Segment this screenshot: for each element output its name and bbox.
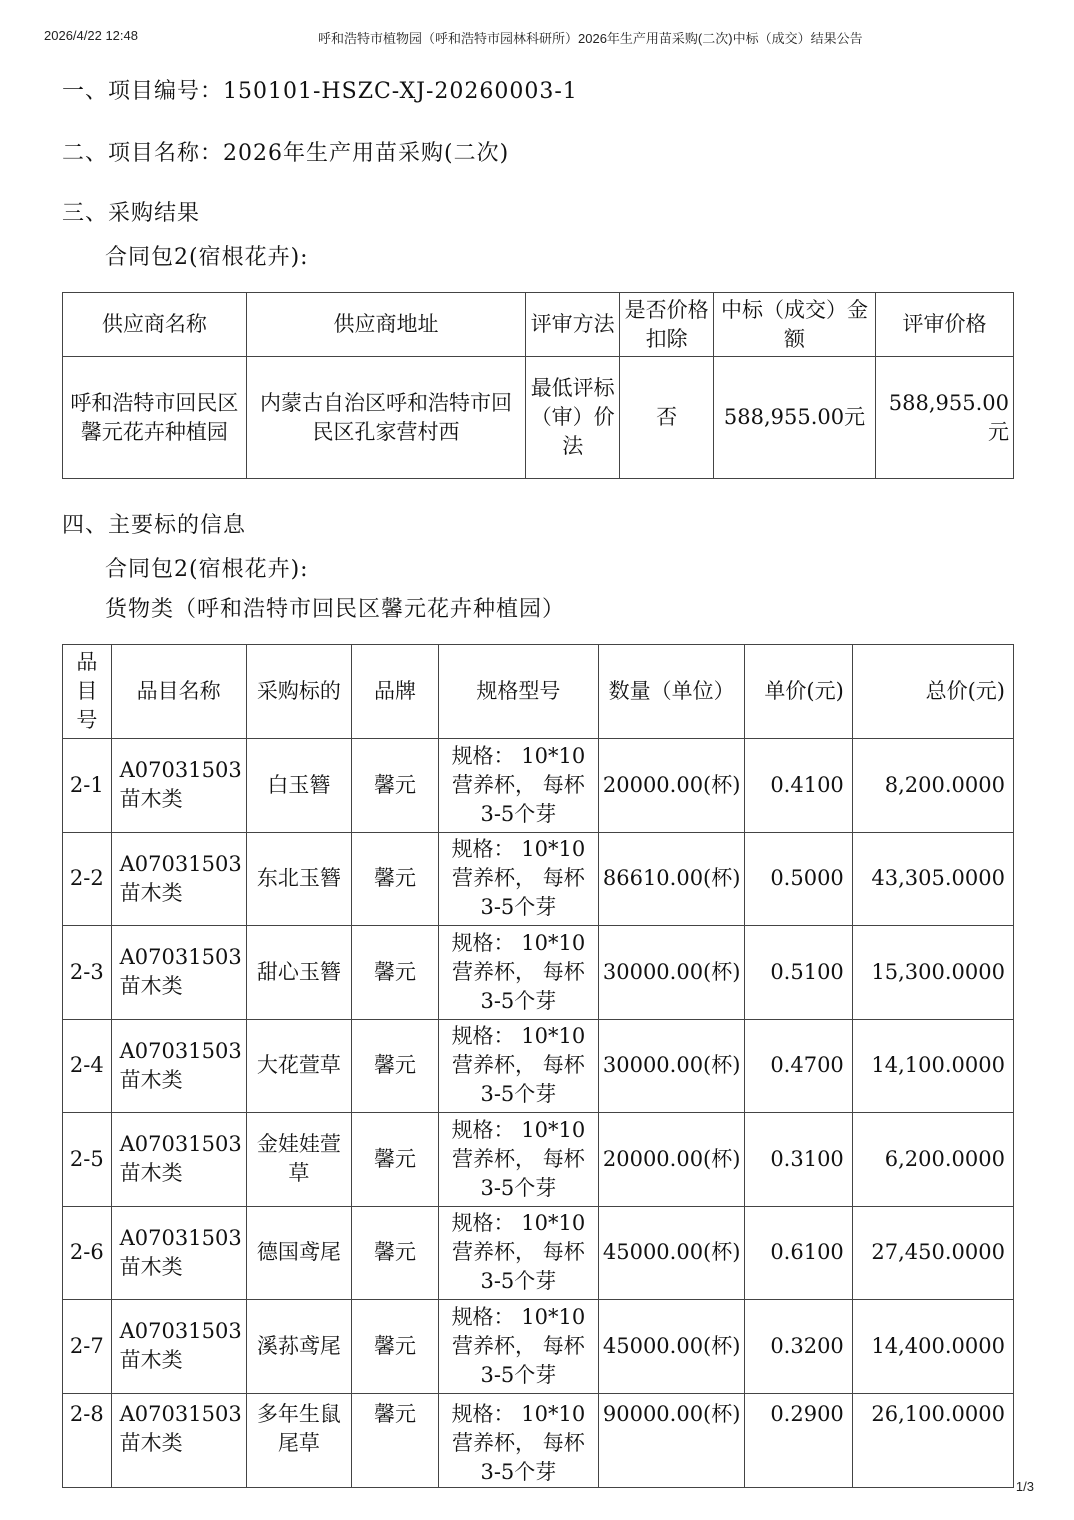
item-quantity: 45000.00(杯): [598, 1300, 745, 1394]
item-number: 2-6: [63, 1206, 112, 1300]
item-number: 2-3: [63, 926, 112, 1020]
item-category: A07031503 苗木类: [111, 1300, 246, 1394]
header-cell: 品目名称: [111, 645, 246, 739]
item-quantity: 86610.00(杯): [598, 832, 745, 926]
item-total-price: 27,450.0000: [852, 1206, 1013, 1300]
items-package-label: 合同包2(宿根花卉):: [105, 557, 309, 582]
item-category: A07031503 苗木类: [111, 1019, 246, 1113]
item-category: A07031503 苗木类: [111, 739, 246, 833]
header-cell: 单价(元): [745, 645, 852, 739]
item-number: 2-4: [63, 1019, 112, 1113]
print-title: 呼和浩特市植物园（呼和浩特市园林科研所）2026年生产用苗采购(二次)中标（成交）结果公告: [318, 31, 863, 46]
header-cell: 评审价格: [875, 293, 1013, 357]
section-main-items: 四、主要标的信息: [62, 513, 247, 538]
header-cell: 供应商地址: [246, 293, 526, 357]
procurement-item: 德国鸢尾: [246, 1206, 351, 1300]
item-spec: 规格： 10*10营养杯， 每杯3-5个芽: [438, 1019, 598, 1113]
item-spec: 规格： 10*10营养杯， 每杯3-5个芽: [438, 739, 598, 833]
item-brand: 馨元: [352, 739, 439, 833]
item-brand: 馨元: [352, 1393, 439, 1487]
table-row: [63, 926, 1014, 1020]
price-deduction: 否: [620, 357, 714, 479]
item-category: A07031503 苗木类: [111, 1393, 246, 1487]
item-brand: 馨元: [352, 1019, 439, 1113]
table-row: [63, 1113, 1014, 1207]
supplier-address: 内蒙古自治区呼和浩特市回民区孔家营村西: [246, 357, 526, 479]
item-total-price: 14,400.0000: [852, 1300, 1013, 1394]
item-spec: 规格： 10*10营养杯， 每杯3-5个芽: [438, 1300, 598, 1394]
item-brand: 馨元: [352, 926, 439, 1020]
item-quantity: 30000.00(杯): [598, 1019, 745, 1113]
header-cell: 评审方法: [526, 293, 620, 357]
item-category: A07031503 苗木类: [111, 832, 246, 926]
header-cell: 品目号: [63, 645, 112, 739]
header-cell: 中标（成交）金额: [714, 293, 876, 357]
page-number: 1/3: [1015, 1479, 1034, 1494]
procurement-item: 甜心玉簪: [246, 926, 351, 1020]
table-row: [63, 1300, 1014, 1394]
items-category-label: 货物类（呼和浩特市回民区馨元花卉种植园）: [105, 597, 566, 622]
item-quantity: 30000.00(杯): [598, 926, 745, 1020]
section-label: 二、项目名称：: [62, 141, 224, 166]
header-cell: 采购标的: [246, 645, 351, 739]
table-row: [63, 1393, 1014, 1487]
procurement-item: 金娃娃萱草: [246, 1113, 351, 1207]
item-category: A07031503 苗木类: [111, 926, 246, 1020]
procurement-item: 白玉簪: [246, 739, 351, 833]
item-unit-price: 0.5100: [745, 926, 852, 1020]
item-total-price: 14,100.0000: [852, 1019, 1013, 1113]
item-unit-price: 0.4100: [745, 739, 852, 833]
items-table-header: [63, 645, 1014, 739]
procurement-item: 多年生鼠尾草: [246, 1393, 351, 1487]
item-spec: 规格： 10*10营养杯， 每杯3-5个芽: [438, 926, 598, 1020]
item-brand: 馨元: [352, 1113, 439, 1207]
item-quantity: 20000.00(杯): [598, 1113, 745, 1207]
item-unit-price: 0.3200: [745, 1300, 852, 1394]
award-amount: 588,955.00元: [714, 357, 876, 479]
item-number: 2-5: [63, 1113, 112, 1207]
item-number: 2-2: [63, 832, 112, 926]
procurement-item: 溪荪鸢尾: [246, 1300, 351, 1394]
item-total-price: 15,300.0000: [852, 926, 1013, 1020]
item-number: 2-1: [63, 739, 112, 833]
item-unit-price: 0.4700: [745, 1019, 852, 1113]
item-total-price: 6,200.0000: [852, 1113, 1013, 1207]
procurement-item: 东北玉簪: [246, 832, 351, 926]
item-spec: 规格： 10*10营养杯， 每杯3-5个芽: [438, 832, 598, 926]
item-quantity: 20000.00(杯): [598, 739, 745, 833]
item-brand: 馨元: [352, 1300, 439, 1394]
table-row: [63, 739, 1014, 833]
supplier-name: 呼和浩特市回民区馨元花卉种植园: [63, 357, 247, 479]
review-method: 最低评标（审）价法: [526, 357, 620, 479]
table-row: [63, 1206, 1014, 1300]
item-spec: 规格： 10*10营养杯， 每杯3-5个芽: [438, 1206, 598, 1300]
item-total-price: 43,305.0000: [852, 832, 1013, 926]
project-name-value: 2026年生产用苗采购(二次): [223, 141, 510, 166]
item-spec: 规格： 10*10营养杯， 每杯3-5个芽: [438, 1393, 598, 1487]
item-total-price: 8,200.0000: [852, 739, 1013, 833]
section-label: 一、项目编号：: [62, 79, 224, 104]
header-cell: 是否价格扣除: [620, 293, 714, 357]
table-row: [63, 1019, 1014, 1113]
item-number: 2-8: [63, 1393, 112, 1487]
header-cell: 总价(元): [852, 645, 1013, 739]
result-package-label: 合同包2(宿根花卉):: [105, 245, 309, 270]
section-procurement-result: 三、采购结果: [62, 201, 201, 226]
print-datetime: 2026/4/22 12:48: [44, 28, 138, 43]
procurement-item: 大花萱草: [246, 1019, 351, 1113]
item-unit-price: 0.3100: [745, 1113, 852, 1207]
review-price: 588,955.00元: [875, 357, 1013, 479]
header-cell: 供应商名称: [63, 293, 247, 357]
item-quantity: 45000.00(杯): [598, 1206, 745, 1300]
item-unit-price: 0.6100: [745, 1206, 852, 1300]
item-unit-price: 0.5000: [745, 832, 852, 926]
item-category: A07031503 苗木类: [111, 1206, 246, 1300]
header-cell: 规格型号: [438, 645, 598, 739]
item-brand: 馨元: [352, 1206, 439, 1300]
item-unit-price: 0.2900: [745, 1393, 852, 1487]
item-spec: 规格： 10*10营养杯， 每杯3-5个芽: [438, 1113, 598, 1207]
item-brand: 馨元: [352, 832, 439, 926]
header-cell: 数量（单位）: [598, 645, 745, 739]
item-total-price: 26,100.0000: [852, 1393, 1013, 1487]
item-quantity: 90000.00(杯): [598, 1393, 745, 1487]
item-number: 2-7: [63, 1300, 112, 1394]
items-table: [62, 644, 1014, 1488]
header-cell: 品牌: [352, 645, 439, 739]
table-row: [63, 832, 1014, 926]
item-category: A07031503 苗木类: [111, 1113, 246, 1207]
project-number-value: 150101-HSZC-XJ-20260003-1: [223, 79, 578, 104]
